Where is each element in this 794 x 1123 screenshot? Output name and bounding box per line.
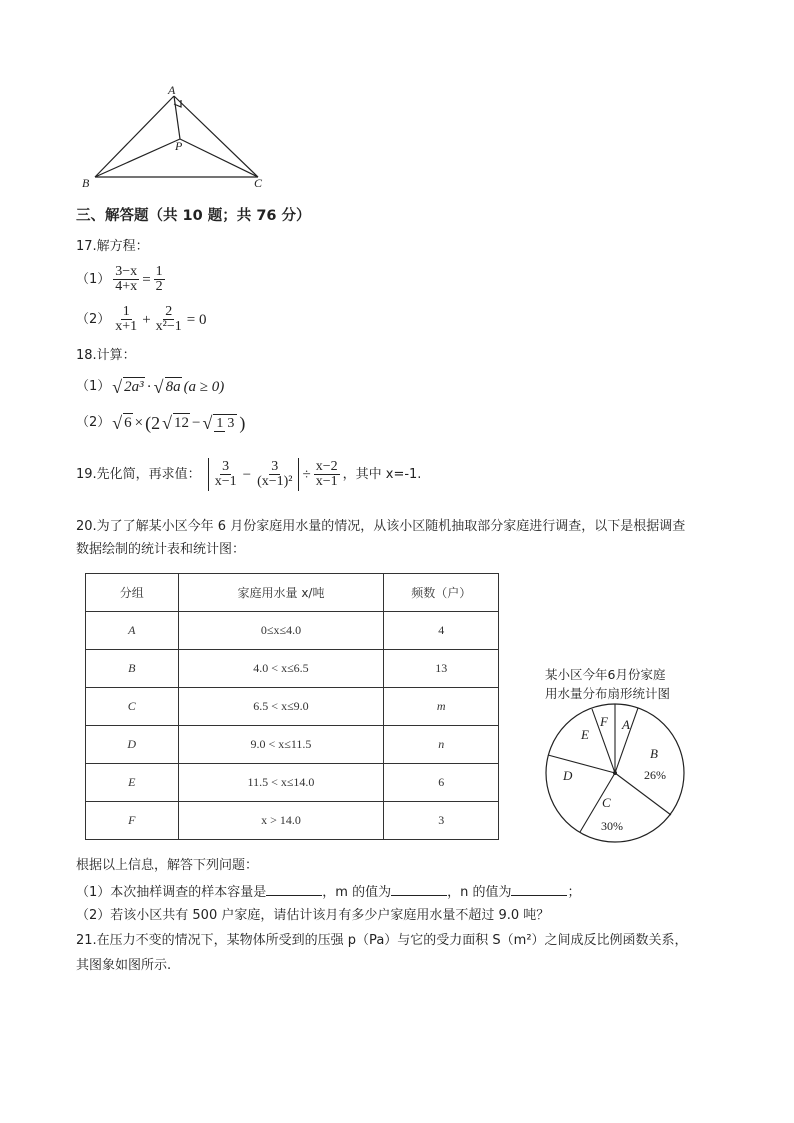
water-usage-table	[85, 573, 499, 840]
q17-part2: （2） $\frac{1}{x+1}$ + $\frac{2}{\text{x²−1}}$ = 0	[76, 304, 207, 334]
q19-bracket: $\frac{3}{x-1}$ − $\frac{3}{\text{(x−1)²}}$	[208, 458, 300, 491]
q21-line2: 其图象如图所示.	[76, 958, 172, 973]
table-row: C 6.5 < x≤9.0 m	[86, 688, 499, 726]
segment-ab	[95, 96, 174, 177]
q19-line: 19.先化简，再求值： $\frac{3}{x-1}$ − $\frac{3}{\text{(x−1)²}}$ ÷ $\frac{x-2}{x-1}$ ，其中 x=-1.	[76, 459, 422, 489]
segment-ac	[174, 96, 258, 177]
segment-ap	[174, 96, 180, 139]
pie-center	[613, 771, 617, 775]
answer-blank[interactable]	[511, 883, 567, 896]
vertex-a-label: A	[168, 84, 176, 97]
segment-bp	[95, 139, 180, 177]
slice-b-percent: 26%	[644, 768, 666, 782]
segment-pc	[180, 139, 258, 177]
table-header-row: 分组 家庭用水量 x/吨 频数（户）	[86, 574, 499, 612]
q20-sub2: （2）若该小区共有 500 户家庭，请估计该月有多少户家庭用水量不超过 9.0 吨？	[76, 908, 550, 923]
slice-a-label: A	[622, 717, 630, 732]
q18-part2: （2） √ 6 × (2 √ 12 − √ 1 3 )	[76, 412, 246, 433]
slice-d-label: D	[563, 768, 573, 783]
vertex-c-label: C	[254, 176, 263, 190]
q21-line1: 21.在压力不变的情况下，某物体所受到的压强 p（Pa）与它的受力面积 S（m²）之间成反比例函数关系，	[76, 933, 688, 948]
point-p-label: P	[175, 139, 183, 153]
slice-f-label: F	[600, 714, 608, 729]
q18-part1: （1） √ 2a³ · √ 8a (a ≥ 0)	[76, 376, 225, 397]
q17-part1-tag: （1）	[76, 271, 111, 287]
q20-line1: 20.为了了解某小区今年 6 月份家庭用水量的情况，从该小区随机抽取部分家庭进行调查，以下是根据调查	[76, 519, 686, 534]
q17-part1-rhs: $\frac{1}{2}$	[155, 264, 163, 294]
table-row: A 0≤x≤4.0 4	[86, 612, 499, 650]
slice-c-percent: 30%	[601, 819, 623, 833]
q20-line2: 数据绘制的统计表和统计图：	[76, 542, 246, 557]
pie-chart	[540, 700, 690, 850]
q20-sub1: （1）本次抽样调查的样本容量是 ，m 的值为 ，n 的值为 ；	[76, 885, 581, 900]
table-row: E 11.5 < x≤14.0 6	[86, 764, 499, 802]
slice-e-label: E	[581, 727, 589, 742]
q17-stem: 17.解方程：	[76, 239, 149, 254]
q18-stem: 18.计算：	[76, 348, 136, 363]
answer-blank[interactable]	[391, 883, 447, 896]
answer-blank[interactable]	[266, 883, 322, 896]
table-row: B 4.0 < x≤6.5 13	[86, 650, 499, 688]
radical-sign: √	[112, 376, 123, 397]
q17-part1-lhs: $\frac{3-x}{4+x}$	[115, 264, 138, 294]
slice-c-label: C	[602, 795, 611, 810]
vertex-b-label: B	[82, 176, 90, 190]
section-title: 三、解答题（共 10 题；共 76 分）	[76, 208, 311, 224]
pie-title: 某小区今年6月份家庭 用水量分布扇形统计图	[545, 667, 671, 701]
q20-ask: 根据以上信息，解答下列问题：	[76, 858, 259, 873]
q17-part1: （1） $\frac{3-x}{4+x}$ = $\frac{1}{2}$	[76, 264, 163, 294]
slice-b-label: B	[650, 746, 658, 761]
triangle-figure	[78, 84, 278, 194]
table-row: F x > 14.0 3	[86, 802, 499, 840]
table-row: D 9.0 < x≤11.5 n	[86, 726, 499, 764]
